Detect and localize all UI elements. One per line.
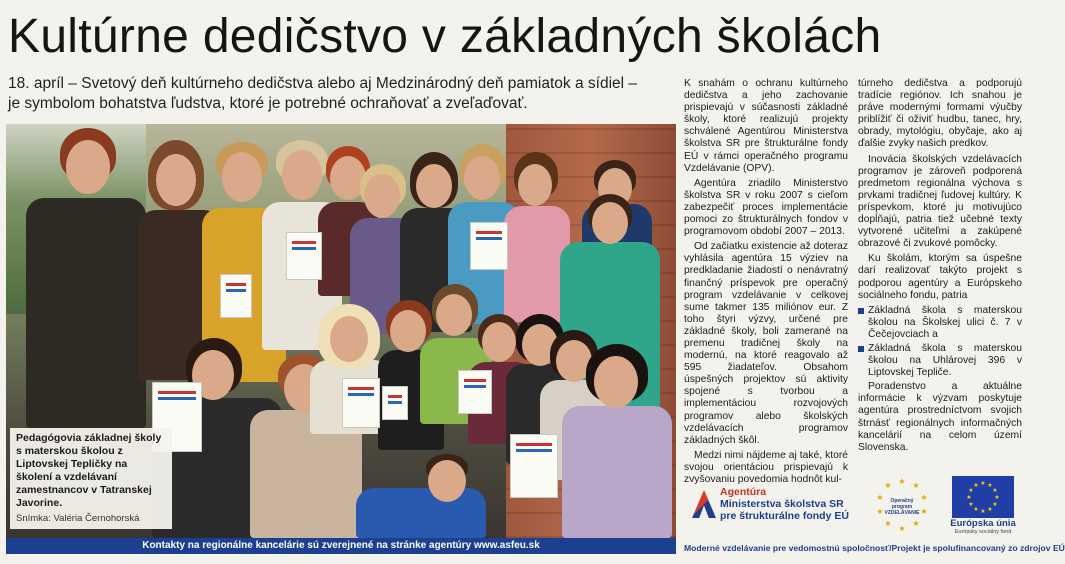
eu-name: Európska únia	[950, 518, 1016, 529]
photo-caption	[10, 428, 172, 529]
lead-line-1: 18. apríl – Svetový deň kultúrneho dedičstva alebo aj Medzinárodný deň pamiatok a sídiel –	[8, 75, 637, 92]
headline: Kultúrne dedičstvo v základných školách	[8, 10, 882, 63]
article-column-2	[858, 78, 1022, 468]
person-figure	[26, 128, 146, 428]
svg-text:★: ★	[884, 519, 892, 528]
photo-credit: Snímka: Valéria Černohorská	[16, 513, 140, 524]
agency-line-2: Ministerstva školstva SR	[720, 498, 844, 510]
agency-line-1: Agentúra	[720, 486, 767, 498]
svg-text:★: ★	[876, 493, 884, 502]
paragraph: Ku školám, ktorým sa úspešne darí realizovať takýto projekt s podporou agentúry a Európskeho sociálneho fondu, patria	[858, 253, 1022, 301]
svg-text:★: ★	[980, 509, 986, 515]
eu-fund: Európsky sociálny fond	[954, 529, 1012, 535]
brochure	[510, 434, 558, 498]
photo-caption-text: Pedagógovia základnej školy s materskou školou z Liptovskej Tepličky na školení a vzdelávaní zamestnancov v Tatranskej Javorine.	[16, 432, 162, 509]
paragraph: Agentúra zriadilo Ministerstvo školstva SR v roku 2007 s cieľom zabezpečiť proces implementácie pomoci zo štrukturálnych fondov v programovom období 2007 – 2013.	[684, 177, 848, 238]
svg-text:★: ★	[912, 519, 920, 528]
paragraph: Inovácia školských vzdelávacích programov je zároveň podporená predmetom regionálna výchova s prvkami tradičnej ľudovej kultúry. K príspevkom, ktoré ju motivujúco dopĺňajú, patria tiež učebné texty vytvorené učiteľmi a zakúpené obrazové či zvukové pomôcky.	[858, 153, 1022, 250]
cofinancing-note: Moderné vzdelávanie pre vedomostnú spoločnosť/Projekt je spolufinancovaný zo zdrojov EÚ	[684, 543, 1065, 553]
paragraph: Poradenstvo a aktuálne informácie k výzvam poskytuje agentúra prostredníctvom svojich štrnásť regionálnych informačných kancelárií na celom území Slovenska.	[858, 381, 1022, 453]
person-figure	[356, 454, 486, 538]
opv-logo	[874, 476, 930, 532]
list-item: Základná škola s materskou školou na Školskej ulici č. 7 v Čečejovciach a	[858, 305, 1022, 341]
agency-name	[720, 486, 880, 522]
agency-logo	[692, 486, 872, 522]
person-figure	[556, 344, 676, 538]
article-body	[684, 78, 1022, 485]
brochure	[382, 386, 408, 420]
svg-text:★: ★	[920, 507, 928, 516]
svg-text:★: ★	[980, 481, 986, 487]
svg-text:★: ★	[912, 481, 920, 490]
brochure	[458, 370, 492, 414]
paragraph: Medzi nimi nájdeme aj také, ktoré svojou orientáciou prispievajú k zvyšovaniu povedomia hodnôt kul-	[684, 449, 848, 485]
svg-text:★: ★	[994, 495, 1000, 501]
lead-line-2: je symbolom bohatstva ľudstva, ktoré je potrebné ochraňovať a zveľaďovať.	[8, 95, 528, 112]
lead-paragraph	[8, 74, 680, 114]
article-column-1	[684, 78, 848, 485]
brochure	[220, 274, 252, 318]
svg-text:★: ★	[987, 507, 993, 513]
contacts-bar: Kontakty na regionálne kancelárie sú zverejnené na stránke agentúry www.asfeu.sk	[6, 538, 676, 554]
svg-text:★: ★	[992, 502, 998, 508]
svg-text:★: ★	[973, 507, 979, 513]
svg-text:★: ★	[973, 483, 979, 489]
svg-text:★: ★	[987, 483, 993, 489]
svg-text:★: ★	[920, 493, 928, 502]
school-list	[858, 305, 1022, 380]
svg-text:★: ★	[876, 507, 884, 516]
agency-line-3: pre štrukturálne fondy EÚ	[720, 510, 849, 522]
svg-text:★: ★	[898, 524, 906, 533]
svg-text:★: ★	[992, 488, 998, 494]
paragraph: K snahám o ochranu kultúrneho dedičstva a jeho zachovanie prispievajú v súčasnosti základné školy, ktoré realizujú projekty schválené Agentúrou Ministerstva školstva SR pre štrukturálne fondy EÚ v rámci operačného programu Vzdelávanie (OPV).	[684, 78, 848, 174]
paragraph: Od začiatku existencie až doteraz vyhlásila agentúra 15 výziev na predkladanie žiadostí o nenávratný finančný príspevok pre operačný program vzdelávanie v celkovej sume takmer 135 miliónov eur. Z toho štyri výzvy, určené pre základné školy, boli zamerané na premenu tradičnej školy na modernú, na ktoré reagovalo až 595 žiadateľov. Obsahom úspešných projektov sú aktivity spojené s tvorbou a implementáciou rozvojových programov alebo školských vzdelávacích programov základných škôl.	[684, 241, 848, 446]
svg-text:★: ★	[898, 477, 906, 486]
list-item: Základná škola s materskou školou na Uhlárovej 396 v Liptovskej Tepliče.	[858, 343, 1022, 379]
svg-text:★: ★	[884, 481, 892, 490]
brochure	[286, 232, 322, 280]
agency-mark-icon	[692, 490, 716, 518]
eu-flag-icon	[952, 476, 1014, 518]
group-photo	[6, 124, 676, 538]
opv-text: Operačný program VZDELÁVANIE	[884, 498, 920, 516]
paragraph: túrneho dedičstva a podporujú tradície regiónov. Ich snahou je práve modernými formami výučby priblížiť či oživiť hudbu, tanec, hry, obrady, mytológiu, obyčaje, ako aj ďalšie zvyky našich predkov.	[858, 78, 1022, 150]
svg-text:★: ★	[968, 502, 974, 508]
svg-text:★: ★	[966, 495, 972, 501]
brochure	[470, 222, 508, 270]
brochure	[342, 378, 380, 428]
logo-strip	[684, 472, 1020, 538]
svg-text:★: ★	[968, 488, 974, 494]
eu-logo	[948, 476, 1018, 538]
